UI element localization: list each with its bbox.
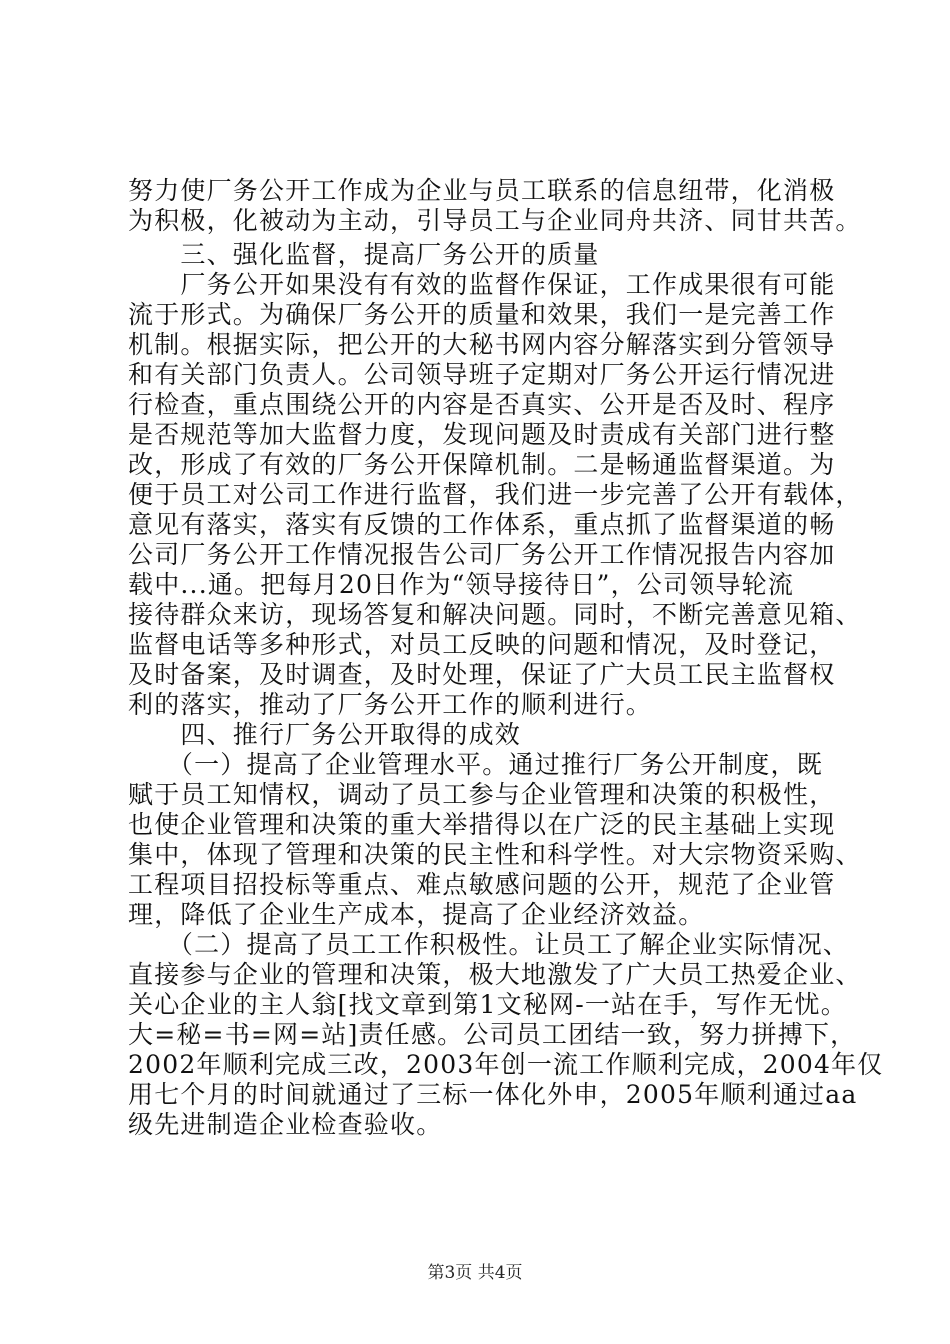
section-heading-3: 三、强化监督，提高厂务公开的质量 [128, 240, 600, 269]
text-line: 理，降低了企业生产成本，提高了企业经济效益。 [128, 900, 705, 929]
text-line: 便于员工对公司工作进行监督，我们进一步完善了公开有载体， [128, 480, 862, 509]
text-line: 载中...通。把每月20日作为“领导接待日”，公司领导轮流 [128, 570, 795, 599]
text-line: 机制。根据实际，把公开的大秘书网内容分解落实到分管领导 [128, 330, 836, 359]
text-line: 赋于员工知情权，调动了员工参与企业管理和决策的积极性， [128, 780, 836, 809]
text-line: 用七个月的时间就通过了三标一体化外申，2005年顺利通过aa [128, 1080, 858, 1109]
text-line: 厂务公开如果没有有效的监督作保证，工作成果很有可能 [128, 270, 836, 299]
text-line: 及时备案，及时调查，及时处理，保证了广大员工民主监督权 [128, 660, 836, 689]
text-line: 监督电话等多种形式，对员工反映的问题和情况，及时登记， [128, 630, 836, 659]
text-line: 意见有落实，落实有反馈的工作体系，重点抓了监督渠道的畅 [128, 510, 836, 539]
text-line: 大=秘=书=网=站]责任感。公司员工团结一致，努力拼搏下， [128, 1020, 857, 1049]
text-line: 为积极，化被动为主动，引导员工与企业同舟共济、同甘共苦。 [128, 206, 862, 235]
text-line: 行检查，重点围绕公开的内容是否真实、公开是否及时、程序 [128, 390, 836, 419]
text-line: （一）提高了企业管理水平。通过推行厂务公开制度，既 [128, 750, 823, 779]
text-line: 流于形式。为确保厂务公开的质量和效果，我们一是完善工作 [128, 300, 836, 329]
page-footer [0, 1258, 950, 1283]
section-heading-4: 四、推行厂务公开取得的成效 [128, 720, 522, 749]
text-line: 工程项目招投标等重点、难点敏感问题的公开，规范了企业管 [128, 870, 836, 899]
text-line: 利的落实，推动了厂务公开工作的顺利进行。 [128, 690, 653, 719]
text-line: 2002年顺利完成三改，2003年创一流工作顺利完成，2004年仅 [128, 1050, 884, 1079]
text-line: （二）提高了员工工作积极性。让员工了解企业实际情况、 [128, 930, 850, 959]
text-line: 集中，体现了管理和决策的民主性和科学性。对大宗物资采购、 [128, 840, 862, 869]
body-text [128, 240, 884, 1140]
paragraph-continuation [128, 176, 862, 236]
text-line: 关心企业的主人翁[找文章到第1文秘网-一站在手，写作无忧。 [128, 990, 847, 1019]
text-line: 也使企业管理和决策的重大举措得以在广泛的民主基础上实现 [128, 810, 836, 839]
text-line: 直接参与企业的管理和决策，极大地激发了广大员工热爱企业、 [128, 960, 862, 989]
page-number: 第3页 共4页 [427, 1263, 523, 1283]
text-line: 公司厂务公开工作情况报告公司厂务公开工作情况报告内容加 [128, 540, 836, 569]
text-line: 级先进制造企业检查验收。 [128, 1110, 443, 1139]
text-line: 接待群众来访，现场答复和解决问题。同时，不断完善意见箱、 [128, 600, 862, 629]
text-line: 是否规范等加大监督力度，发现问题及时责成有关部门进行整 [128, 420, 836, 449]
text-line: 和有关部门负责人。公司领导班子定期对厂务公开运行情况进 [128, 360, 836, 389]
text-line: 改，形成了有效的厂务公开保障机制。二是畅通监督渠道。为 [128, 450, 836, 479]
text-line: 努力使厂务公开工作成为企业与员工联系的信息纽带，化消极 [128, 176, 836, 205]
